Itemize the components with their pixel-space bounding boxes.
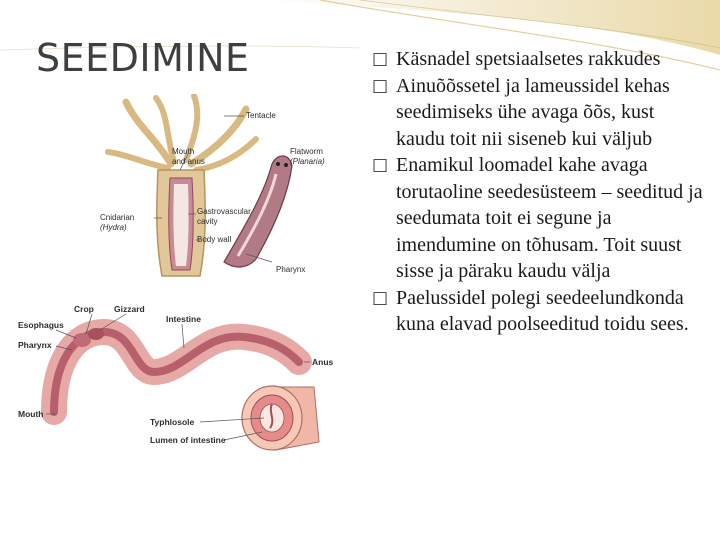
label-body-wall: Body wall bbox=[197, 235, 232, 244]
bullet-list bbox=[372, 46, 707, 338]
bullet-item bbox=[372, 152, 707, 285]
bullet-text: Käsnadel spetsiaalsetes rakkudes bbox=[396, 48, 661, 70]
label-pharynx: Pharynx bbox=[276, 265, 306, 274]
label-pharynx: Pharynx bbox=[18, 340, 52, 350]
bullet-marker-icon: □ bbox=[372, 287, 389, 308]
earthworm-diagram bbox=[14, 292, 344, 458]
label-lumen: Lumen of intestine bbox=[150, 435, 226, 445]
bullet-item bbox=[372, 73, 707, 153]
bullet-marker-icon: □ bbox=[372, 155, 389, 175]
label-typhlosole: Typhlosole bbox=[150, 417, 195, 427]
label-cnidarian: Cnidarian bbox=[100, 213, 135, 222]
bullet-item bbox=[372, 285, 707, 338]
label-esophagus: Esophagus bbox=[18, 320, 64, 330]
slide-title: SEEDIMINE bbox=[36, 36, 250, 80]
bullet-text: Ainuõõssetel ja lameussidel kehas seedimiseks ühe avaga õõs, kust kaudu toit nii siseneb kui väljub bbox=[396, 74, 670, 150]
label-cavity: cavity bbox=[197, 217, 218, 226]
bullet-marker-icon: □ bbox=[372, 49, 389, 69]
label-mouth: Mouth bbox=[18, 409, 44, 419]
label-crop: Crop bbox=[74, 304, 94, 314]
label-intestine: Intestine bbox=[166, 314, 201, 324]
bullet-marker-icon: □ bbox=[372, 75, 389, 96]
label-flatworm: Flatworm bbox=[290, 147, 323, 156]
intestine-cross-section bbox=[242, 386, 319, 450]
bullet-item bbox=[372, 46, 707, 73]
label-and-anus: and anus bbox=[172, 157, 205, 166]
hydra-flatworm-diagram bbox=[96, 94, 330, 284]
label-gizzard: Gizzard bbox=[114, 304, 145, 314]
label-hydra: (Hydra) bbox=[100, 223, 127, 232]
label-tentacle: Tentacle bbox=[246, 111, 276, 120]
label-anus: Anus bbox=[312, 357, 334, 367]
bullet-text: Enamikul loomadel kahe avaga torutaoline seedesüsteem – seeditud ja seedumata toit ei segune ja imendumine on tõhusam. Toit suust sisse ja päraku kaudu välja bbox=[396, 154, 703, 282]
label-planaria: (Planaria) bbox=[290, 157, 325, 166]
label-mouth: Mouth bbox=[172, 147, 195, 156]
bullet-text: Paelussidel polegi seedeelundkonda kuna elavad poolseeditud toidu sees. bbox=[396, 286, 689, 335]
label-gastrovascular: Gastrovascular bbox=[197, 207, 251, 216]
